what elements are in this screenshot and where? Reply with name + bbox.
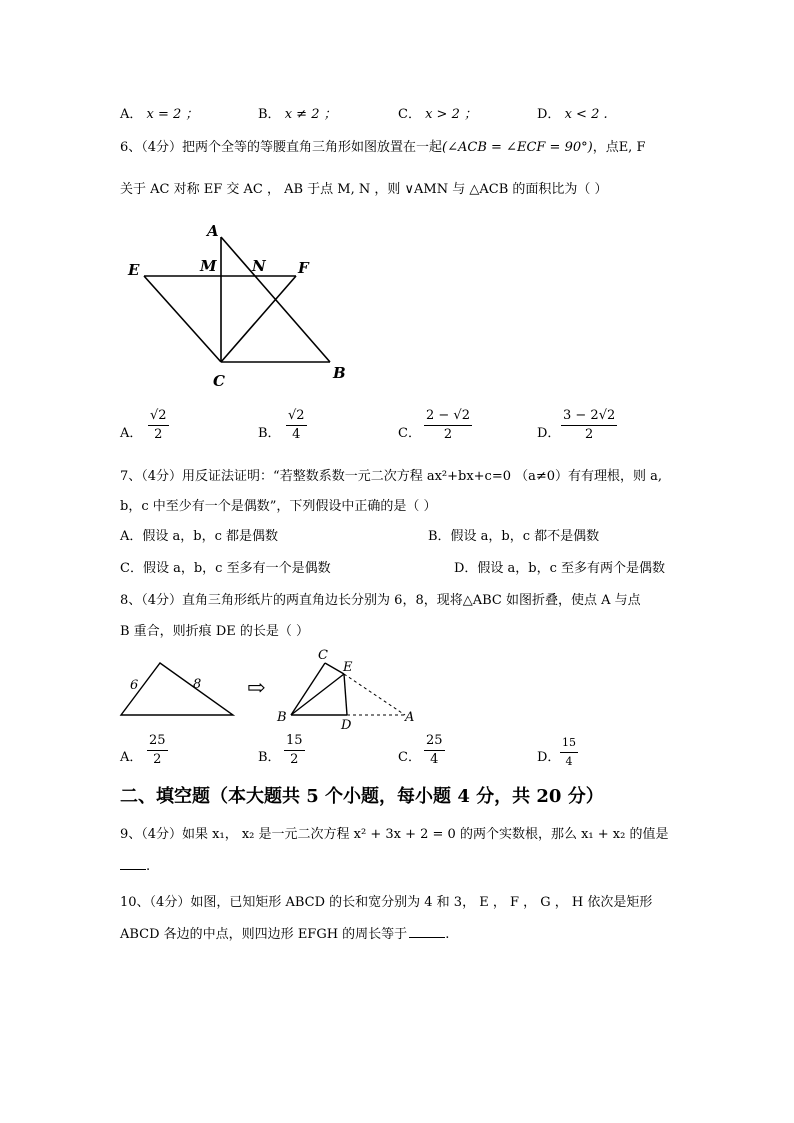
q5-option-b: B． x ≠ 2 ； xyxy=(258,107,337,122)
q8-option-b-fraction: 15 2 xyxy=(286,733,303,767)
q9-answer-blank[interactable] xyxy=(120,869,146,870)
q5-option-c: C． x > 2 ； xyxy=(398,107,477,122)
q8-stem-line1: 8、（4分）直角三角形纸片的两直角边长分别为 6，8，现将△ABC 如图折叠，使点 A 与点 xyxy=(120,593,641,608)
q6-option-d-fraction: 3 − 2√2 2 xyxy=(563,408,616,442)
q6-label-b: B xyxy=(333,364,346,382)
q8-option-d-letter: D． xyxy=(537,750,561,765)
q5-option-a: A． x = 2 ； xyxy=(120,107,199,122)
q6-label-a: A xyxy=(207,222,219,240)
q6-label-c: C xyxy=(213,372,225,390)
q7-option-c: C．假设 a，b，c 至多有一个是偶数 xyxy=(120,561,331,576)
q7-option-d: D．假设 a，b，c 至多有两个是偶数 xyxy=(454,561,666,576)
q5-option-d: D． x < 2 . xyxy=(537,107,608,122)
q8-label-c: C xyxy=(318,648,328,663)
q6-label-m: M xyxy=(200,257,217,275)
q6-stem-line2: 关于 AC 对称 EF 交 AC ， AB 于点 M, N ，则 ∨AMN 与 △ACB 的面积比为（ ） xyxy=(120,182,608,197)
q6-option-d-letter: D． xyxy=(537,426,561,441)
q8-option-b-letter: B． xyxy=(258,750,281,765)
q6-label-n: N xyxy=(252,257,266,275)
q8-option-a-fraction: 25 2 xyxy=(149,733,166,767)
q8-stem-line2: B 重合，则折痕 DE 的长是（ ） xyxy=(120,624,309,639)
q8-label-d: D xyxy=(341,718,352,733)
q6-option-c-letter: C． xyxy=(398,426,421,441)
q7-stem-line1: 7、（4分）用反证法证明：“若整数系数一元二次方程 ax²+bx+c=0 （a≠0）有有理根，则 a, xyxy=(120,469,663,484)
q8-label-b: B xyxy=(277,710,287,725)
section-2-heading: 二、填空题（本大题共 5 个小题，每小题 4 分，共 20 分） xyxy=(120,786,604,807)
q8-option-a-letter: A． xyxy=(120,750,143,765)
q8-label-a: A xyxy=(405,710,415,725)
q10-stem-line1: 10、（4分）如图，已知矩形 ABCD 的长和宽分别为 4 和 3， E ， F ， G ， H 依次是矩形 xyxy=(120,895,653,910)
q6-option-a-letter: A． xyxy=(120,426,143,441)
q8-label-eight: 8 xyxy=(193,677,202,692)
q6-label-f: F xyxy=(298,259,309,277)
q6-option-b-letter: B． xyxy=(258,426,281,441)
q8-option-c-fraction: 25 4 xyxy=(426,733,443,767)
q8-option-c-letter: C． xyxy=(398,750,421,765)
q6-option-a-fraction: √2 2 xyxy=(150,408,167,442)
q7-stem-line2: b，c 中至少有一个是偶数”，下列假设中正确的是（ ） xyxy=(120,499,437,514)
q8-label-e: E xyxy=(343,660,353,675)
q9-stem-line1: 9、（4分）如果 x₁， x₂ 是一元二次方程 x² + 3x + 2 = 0 的两个实数根，那么 x₁ + x₂ 的值是 xyxy=(120,827,669,842)
q7-option-b: B．假设 a，b，c 都不是偶数 xyxy=(428,529,600,544)
q6-figure xyxy=(120,220,360,395)
q10-answer-blank[interactable] xyxy=(409,937,445,938)
q9-answer-line: . xyxy=(120,858,150,876)
q6-option-b-fraction: √2 4 xyxy=(288,408,305,442)
q8-figure xyxy=(115,645,425,735)
q10-stem-line2: ABCD 各边的中点，则四边形 EFGH 的周长等于 . xyxy=(120,927,450,942)
q6-stem-line1: 6、（4分）把两个全等的等腰直角三角形如图放置在一起(∠ACB = ∠ECF = 90°)，点E, F xyxy=(120,140,646,155)
q6-label-e: E xyxy=(128,261,140,279)
q8-label-six: 6 xyxy=(130,678,139,693)
q8-option-d-fraction: 15 4 xyxy=(562,736,576,768)
q6-option-c-fraction: 2 − √2 2 xyxy=(426,408,470,442)
fold-arrow-icon: ⇨ xyxy=(247,676,266,701)
q7-option-a: A．假设 a，b，c 都是偶数 xyxy=(120,529,279,544)
